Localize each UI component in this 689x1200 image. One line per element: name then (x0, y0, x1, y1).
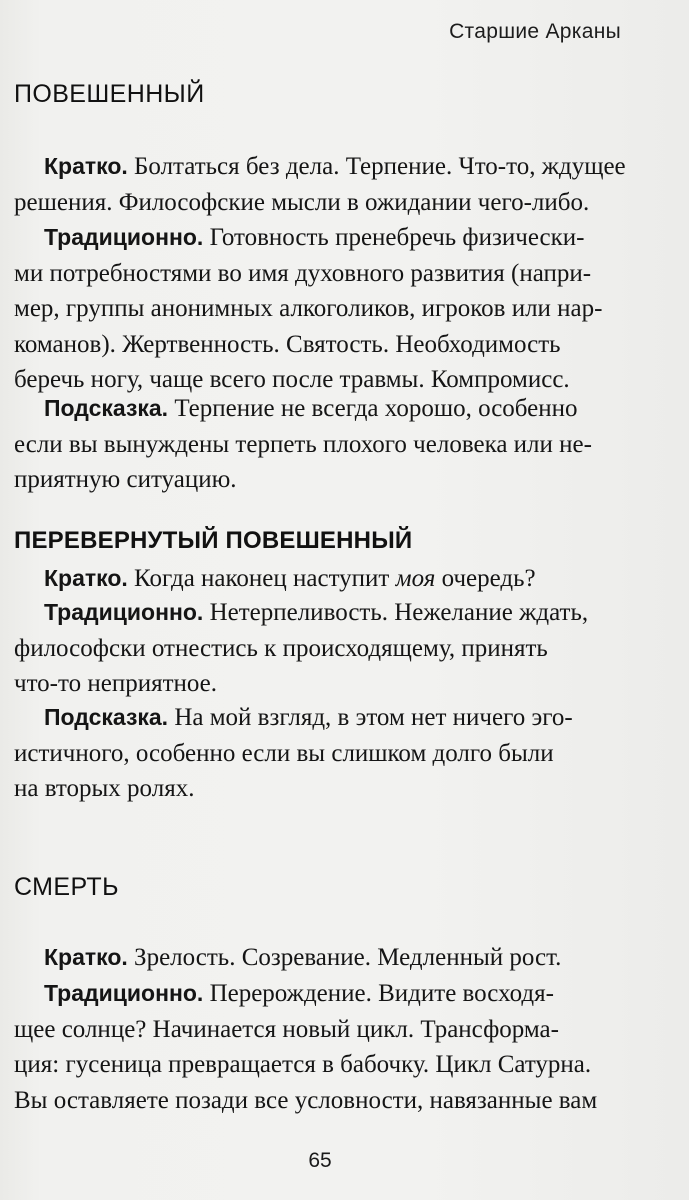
paragraph-line: мер, группы анонимных алкоголиков, игроков или нар- (14, 295, 603, 322)
paragraph-line: приятную ситуацию. (14, 466, 237, 493)
running-head: Старшие Арканы (449, 20, 621, 43)
paragraph-death-traditional (14, 976, 626, 1118)
paragraph-line: истичного, особенно если вы слишком долго были (14, 739, 554, 767)
lead-label: Кратко. (44, 565, 128, 591)
paragraph-line: На мой взгляд, в этом нет ничего эго- (168, 704, 573, 731)
paragraph-line: что-то неприятное. (14, 670, 218, 697)
paragraph-reversed-traditional (14, 595, 626, 702)
paragraph-line: Нетерпеливость. Нежелание ждать, (203, 599, 589, 626)
section-heading-death: СМЕРТЬ (14, 873, 119, 901)
section-heading-hanged-man: ПОВЕШЕННЫЙ (14, 80, 205, 108)
paragraph-line: ми потребностями во имя духовного развития (напри- (14, 259, 592, 287)
paragraph-line: Зрелость. Созревание. Медленный рост. (127, 944, 562, 971)
lead-label: Традиционно. (44, 980, 204, 1006)
paragraph-line: щее солнце? Начинается новый цикл. Трансформа- (14, 1015, 559, 1043)
paragraph-line: Болтаться без дела. Терпение. Что-то, ждущее (127, 153, 626, 180)
paragraph-line: на вторых ролях. (14, 775, 195, 802)
lead-label: Традиционно. (44, 599, 204, 625)
paragraph-line: команов). Жертвенность. Святость. Необходимость (14, 330, 561, 358)
paragraph-death-briefly (14, 940, 626, 976)
emphasis-word: моя (395, 565, 436, 592)
lead-label: Кратко. (44, 153, 128, 179)
paragraph-hanged-traditional (14, 220, 626, 398)
paragraph-line: ция: гусеница превращается в бабочку. Цикл Сатурна. (14, 1051, 592, 1078)
paragraph-line: решения. Философские мысли в ожидании чего-либо. (14, 188, 590, 216)
paragraph-line: философски отнестись к происходящему, принять (14, 634, 548, 662)
paragraph-line: если вы вынуждены терпеть плохого человека или не- (14, 430, 592, 458)
paragraph-reversed-hint (14, 700, 626, 807)
paragraph-hanged-hint (14, 391, 626, 498)
page-number: 65 (308, 1149, 332, 1172)
paragraph-line: Перерождение. Видите восходя- (203, 980, 554, 1007)
lead-label: Подсказка. (44, 395, 169, 421)
lead-label: Кратко. (44, 944, 128, 970)
section-heading-reversed-hanged-man: ПЕРЕВЕРНУТЫЙ ПОВЕШЕННЫЙ (14, 527, 413, 554)
paragraph-line: Вы оставляете позади все условности, навязанные вам (14, 1086, 598, 1114)
lead-label: Подсказка. (44, 704, 169, 730)
paragraph-line: Готовность пренебречь физически- (203, 224, 585, 251)
paragraph-line: беречь ногу, чаще всего после травмы. Компромисс. (14, 366, 570, 393)
paragraph-hanged-briefly (14, 149, 626, 220)
paragraph-line: Когда наконец наступит моя очередь? (127, 565, 536, 592)
paragraph-line: Терпение не всегда хорошо, особенно (168, 395, 578, 422)
lead-label: Традиционно. (44, 224, 204, 250)
paragraph-reversed-briefly (14, 561, 626, 597)
